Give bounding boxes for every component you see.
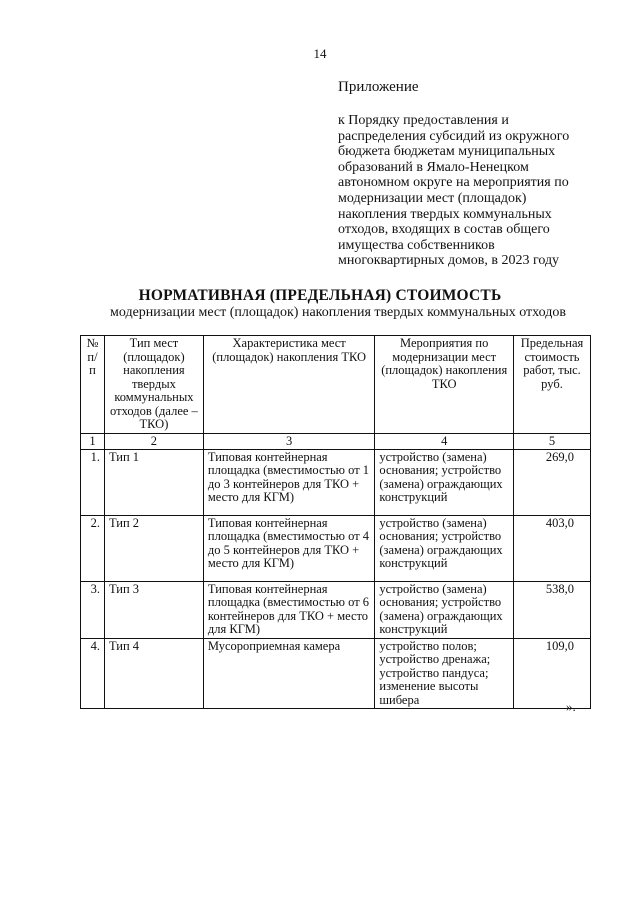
row-measures: устройство (замена) основания; устройство (замена) ограждающих конструкций [375,515,514,581]
row-characteristic: Мусороприемная камера [203,638,375,709]
column-number: 1 [81,433,105,449]
document-title: НОРМАТИВНАЯ (ПРЕДЕЛЬНАЯ) СТОИМОСТЬ [138,287,502,304]
row-characteristic: Типовая контейнерная площадка (вместимостью от 1 до 3 контейнеров для ТКО + место для КГМ) [203,449,375,515]
header-cost: Предельная стоимость работ, тыс. руб. [514,336,591,434]
row-num: 4. [81,638,105,709]
column-number: 3 [203,433,375,449]
column-number: 4 [375,433,514,449]
header-measures: Мероприятия по модернизации мест (площадок) накопления ТКО [375,336,514,434]
row-type: Тип 3 [104,581,203,638]
row-measures: устройство полов; устройство дренажа; устройство пандуса; изменение высоты шибера [375,638,514,709]
row-cost: 538,0 [514,581,591,638]
column-numbers-row [81,433,591,449]
table-header-row [81,336,591,434]
row-cost: 269,0 [514,449,591,515]
row-measures: устройство (замена) основания; устройство (замена) ограждающих конструкций [375,449,514,515]
row-num: 1. [81,449,105,515]
column-number: 5 [514,433,591,449]
row-type: Тип 4 [104,638,203,709]
header-type: Тип мест (площадок) накопления твердых коммунальных отходов (далее – ТКО) [104,336,203,434]
row-num: 2. [81,515,105,581]
closing-quote-mark: ». [566,699,576,714]
row-type: Тип 2 [104,515,203,581]
row-cost: 403,0 [514,515,591,581]
document-subtitle: модернизации мест (площадок) накопления твердых коммунальных отходов [110,305,566,320]
header-num: № п/п [81,336,105,434]
row-num: 3. [81,581,105,638]
table-row [81,449,591,515]
annex-text: к Порядку предоставления и распределения субсидий из окружного бюджета бюджетам муниципальных образований в Ямало-Ненецком автономном округе на мероприятия по модернизации мест (площадок) накопления твердых коммунальных отходов, входящих в состав общего имущества собственников многоквартирных домов, в 2023 году [338,113,570,269]
row-cost: 109,0 [514,638,591,709]
page-number: 14 [313,46,327,61]
row-type: Тип 1 [104,449,203,515]
row-characteristic: Типовая контейнерная площадка (вместимостью от 4 до 5 контейнеров для ТКО + место для КГМ) [203,515,375,581]
row-characteristic: Типовая контейнерная площадка (вместимостью от 6 контейнеров для ТКО + место для КГМ) [203,581,375,638]
annex-title: Приложение [338,79,419,95]
row-measures: устройство (замена) основания; устройство (замена) ограждающих конструкций [375,581,514,638]
table-row [81,581,591,638]
table-row [81,515,591,581]
cost-table [80,335,591,709]
table-row [81,638,591,709]
column-number: 2 [104,433,203,449]
header-characteristic: Характеристика мест (площадок) накопления ТКО [203,336,375,434]
